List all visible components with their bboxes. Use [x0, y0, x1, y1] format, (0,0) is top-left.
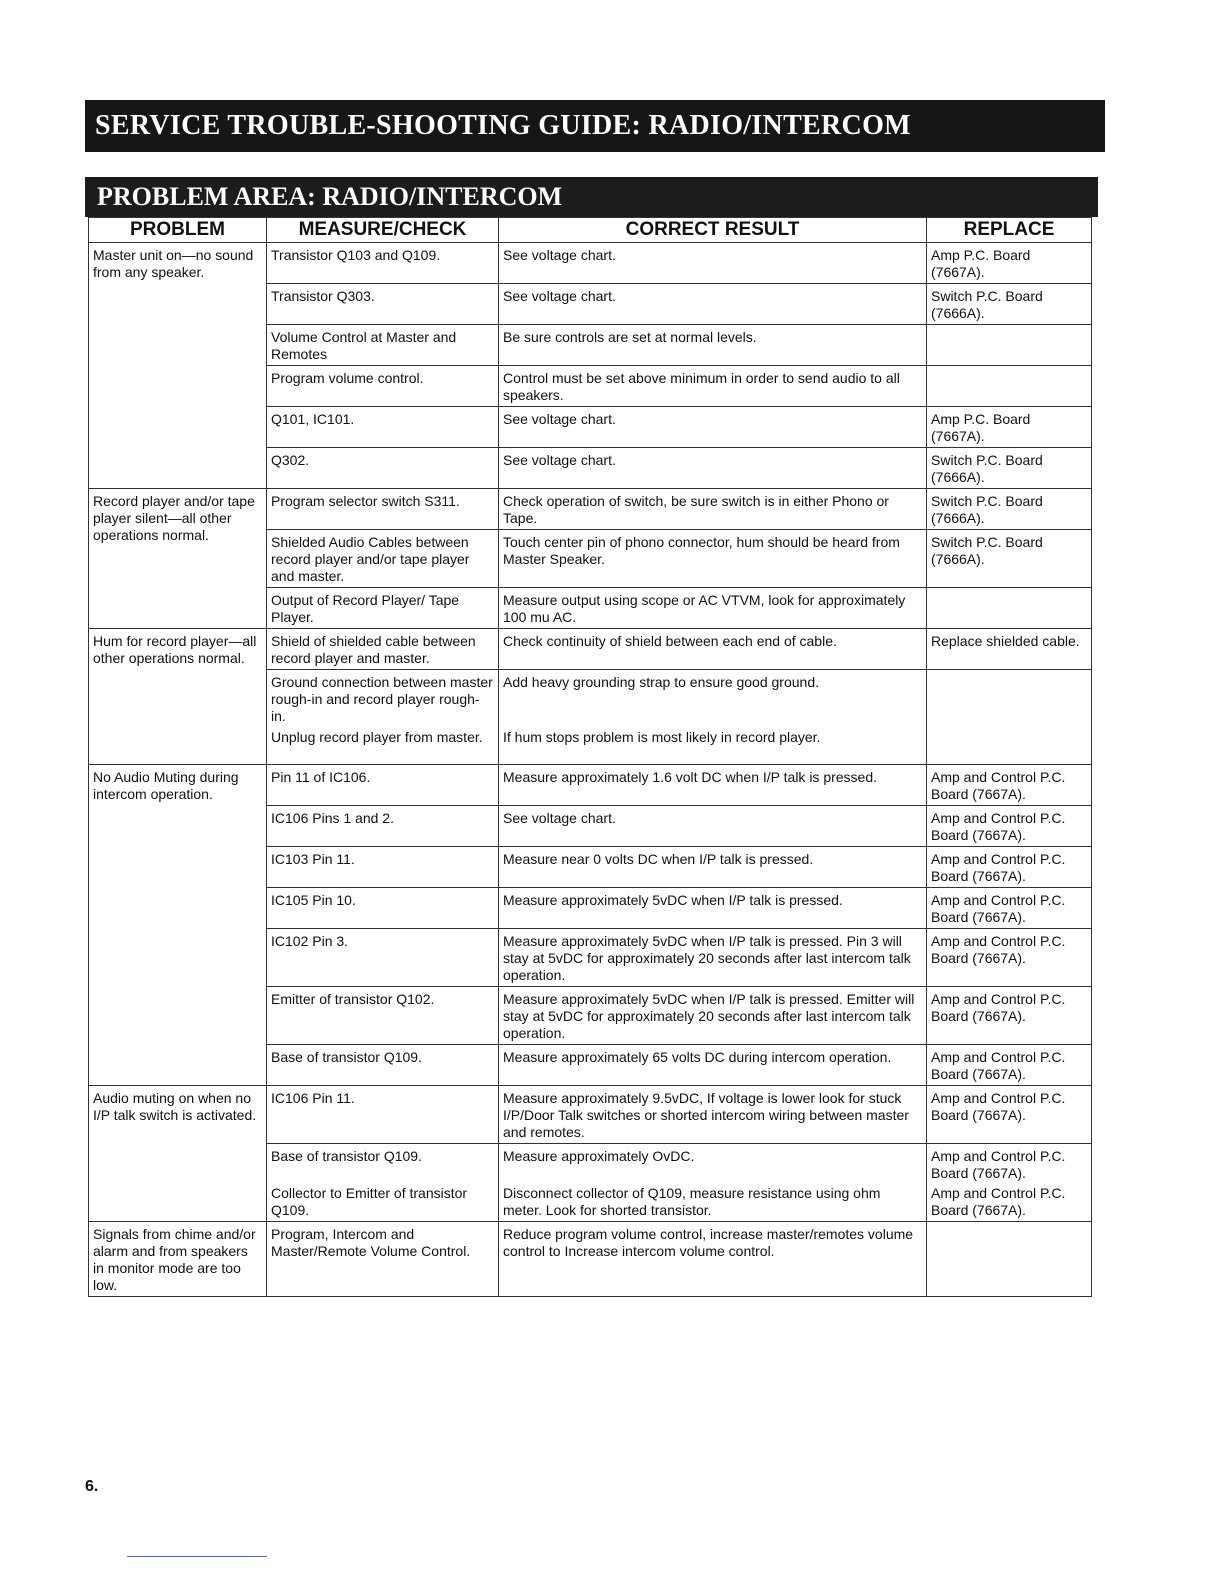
measure-cell: Program selector switch S311.: [267, 489, 499, 530]
problem-cell: Signals from chime and/or alarm and from speakers in monitor mode are too low.: [89, 1222, 267, 1297]
measure-cell: Program volume control.: [267, 366, 499, 407]
footer-rule: [127, 1556, 267, 1557]
replace-cell: Amp and Control P.C. Board (7667A).: [927, 888, 1092, 929]
replace-cell: [927, 1222, 1092, 1297]
result-cell: See voltage chart.: [499, 806, 927, 847]
result-text-secondary: Disconnect collector of Q109, measure resistance using ohm meter. Look for shorted transistor.: [503, 1185, 881, 1218]
result-cell: Measure approximately 5vDC when I/P talk is pressed.: [499, 888, 927, 929]
measure-cell: IC103 Pin 11.: [267, 847, 499, 888]
result-cell: See voltage chart.: [499, 407, 927, 448]
replace-cell: Amp and Control P.C. Board (7667A).: [927, 987, 1092, 1045]
header-correct-result: CORRECT RESULT: [499, 218, 927, 243]
result-cell: Reduce program volume control, increase master/remotes volume control to Increase intercom volume control.: [499, 1222, 927, 1297]
result-cell: Measure near 0 volts DC when I/P talk is pressed.: [499, 847, 927, 888]
measure-cell: [267, 670, 499, 765]
header-problem: PROBLEM: [89, 218, 267, 243]
page-title-banner: SERVICE TROUBLE-SHOOTING GUIDE: RADIO/INTERCOM: [85, 100, 1105, 152]
replace-cell: Switch P.C. Board (7666A).: [927, 448, 1092, 489]
problem-cell: Audio muting on when no I/P talk switch is activated.: [89, 1086, 267, 1222]
result-cell: [499, 1144, 927, 1222]
table-row: [89, 1222, 1092, 1297]
replace-cell: Replace shielded cable.: [927, 629, 1092, 670]
replace-cell: Switch P.C. Board (7666A).: [927, 530, 1092, 588]
replace-cell: [927, 670, 1092, 765]
table-header-row: [89, 218, 1092, 243]
table-row: [89, 1086, 1092, 1144]
measure-cell: IC106 Pins 1 and 2.: [267, 806, 499, 847]
result-cell: Check operation of switch, be sure switch is in either Phono or Tape.: [499, 489, 927, 530]
result-text: Measure approximately OvDC.: [503, 1148, 695, 1164]
result-cell: Measure approximately 5vDC when I/P talk is pressed. Emitter will stay at 5vDC for approximately 20 seconds after last intercom talk operation.: [499, 987, 927, 1045]
measure-cell: Transistor Q103 and Q109.: [267, 243, 499, 284]
replace-cell: Switch P.C. Board (7666A).: [927, 284, 1092, 325]
result-text: Add heavy grounding strap to ensure good ground.: [503, 674, 820, 690]
table-row: [89, 489, 1092, 530]
replace-cell: Amp and Control P.C. Board (7667A).: [927, 1045, 1092, 1086]
measure-cell: IC102 Pin 3.: [267, 929, 499, 987]
result-text-secondary: If hum stops problem is most likely in record player.: [503, 729, 821, 745]
replace-cell: [927, 366, 1092, 407]
problem-cell: Hum for record player—all other operations normal.: [89, 629, 267, 765]
replace-cell: Amp and Control P.C. Board (7667A).: [927, 847, 1092, 888]
measure-cell: Q101, IC101.: [267, 407, 499, 448]
table-row: [89, 765, 1092, 806]
measure-cell: Transistor Q303.: [267, 284, 499, 325]
measure-cell: Pin 11 of IC106.: [267, 765, 499, 806]
replace-text: Amp and Control P.C. Board (7667A).: [931, 1148, 1066, 1181]
measure-cell: Shield of shielded cable between record player and master.: [267, 629, 499, 670]
result-cell: Control must be set above minimum in order to send audio to all speakers.: [499, 366, 927, 407]
replace-text-secondary: Amp and Control P.C. Board (7667A).: [931, 1185, 1066, 1218]
result-cell: Be sure controls are set at normal levels.: [499, 325, 927, 366]
table-row: [89, 243, 1092, 284]
measure-cell: Base of transistor Q109.: [267, 1045, 499, 1086]
measure-text: Ground connection between master rough-in and record player rough-in.: [271, 674, 493, 724]
replace-cell: [927, 325, 1092, 366]
replace-cell: [927, 588, 1092, 629]
result-cell: Measure approximately 65 volts DC during intercom operation.: [499, 1045, 927, 1086]
measure-cell: Output of Record Player/ Tape Player.: [267, 588, 499, 629]
replace-cell: [927, 1144, 1092, 1222]
replace-cell: Amp P.C. Board (7667A).: [927, 407, 1092, 448]
replace-cell: Switch P.C. Board (7666A).: [927, 489, 1092, 530]
measure-cell: Volume Control at Master and Remotes: [267, 325, 499, 366]
replace-cell: Amp and Control P.C. Board (7667A).: [927, 765, 1092, 806]
measure-text: Base of transistor Q109.: [271, 1148, 422, 1164]
problem-cell: Record player and/or tape player silent—all other operations normal.: [89, 489, 267, 629]
result-cell: [499, 670, 927, 765]
table-row: [89, 629, 1092, 670]
measure-cell: Emitter of transistor Q102.: [267, 987, 499, 1045]
header-replace: REPLACE: [927, 218, 1092, 243]
measure-cell: Q302.: [267, 448, 499, 489]
result-cell: Measure approximately 1.6 volt DC when I/P talk is pressed.: [499, 765, 927, 806]
replace-cell: Amp and Control P.C. Board (7667A).: [927, 929, 1092, 987]
replace-cell: Amp P.C. Board (7667A).: [927, 243, 1092, 284]
replace-cell: Amp and Control P.C. Board (7667A).: [927, 1086, 1092, 1144]
measure-cell: Shielded Audio Cables between record player and/or tape player and master.: [267, 530, 499, 588]
result-cell: Measure approximately 9.5vDC, If voltage is lower look for stuck I/P/Door Talk switches or shorted intercom wiring between master and remotes.: [499, 1086, 927, 1144]
measure-cell: IC105 Pin 10.: [267, 888, 499, 929]
measure-cell: [267, 1144, 499, 1222]
troubleshooting-table: [88, 217, 1092, 1297]
replace-cell: Amp and Control P.C. Board (7667A).: [927, 806, 1092, 847]
result-cell: Check continuity of shield between each end of cable.: [499, 629, 927, 670]
measure-cell: Program, Intercom and Master/Remote Volume Control.: [267, 1222, 499, 1297]
result-cell: Measure approximately 5vDC when I/P talk is pressed. Pin 3 will stay at 5vDC for approximately 20 seconds after last intercom talk operation.: [499, 929, 927, 987]
section-title-bar: PROBLEM AREA: RADIO/INTERCOM: [85, 177, 1098, 217]
result-cell: Measure output using scope or AC VTVM, look for approximately 100 mu AC.: [499, 588, 927, 629]
result-cell: See voltage chart.: [499, 448, 927, 489]
measure-text-secondary: Unplug record player from master.: [271, 729, 483, 745]
measure-text-secondary: Collector to Emitter of transistor Q109.: [271, 1185, 468, 1218]
result-cell: See voltage chart.: [499, 243, 927, 284]
measure-cell: IC106 Pin 11.: [267, 1086, 499, 1144]
problem-cell: No Audio Muting during intercom operation.: [89, 765, 267, 1086]
result-cell: Touch center pin of phono connector, hum should be heard from Master Speaker.: [499, 530, 927, 588]
page-number: 6.: [85, 1478, 99, 1495]
header-measure-check: MEASURE/CHECK: [267, 218, 499, 243]
result-cell: See voltage chart.: [499, 284, 927, 325]
problem-cell: Master unit on—no sound from any speaker.: [89, 243, 267, 489]
